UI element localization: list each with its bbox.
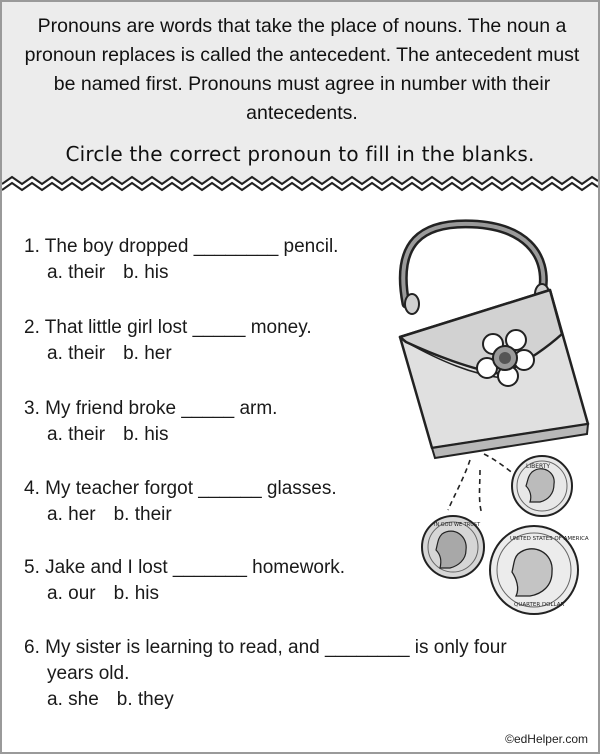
option-a[interactable]: a. she bbox=[47, 689, 99, 710]
penny-icon bbox=[422, 516, 484, 578]
question-4-text: 4. My teacher forgot ______ glasses. bbox=[24, 478, 337, 499]
option-b[interactable]: b. his bbox=[123, 424, 169, 445]
option-b[interactable]: b. their bbox=[113, 504, 172, 525]
intro-text: Pronouns are words that take the place of nouns. The noun a pronoun replaces is called the antecedent. The antecedent must be named first. Pronouns must agree in number with their antecedents. bbox=[24, 15, 580, 124]
option-a[interactable]: a. our bbox=[47, 583, 96, 604]
question-6-text: 6. My sister is learning to read, and ________ is only four bbox=[24, 637, 507, 658]
credit-text[interactable]: ©edHelper.com bbox=[505, 732, 588, 746]
option-a[interactable]: a. their bbox=[47, 424, 106, 445]
quarter-icon bbox=[490, 526, 589, 614]
penny-text: IN GOD WE TRUST bbox=[434, 522, 481, 528]
motion-lines bbox=[448, 454, 514, 514]
question-2-text: 2. That little girl lost _____ money. bbox=[24, 317, 312, 338]
quarter-text-top: UNITED STATES OF AMERICA bbox=[510, 536, 589, 542]
option-a[interactable]: a. their bbox=[47, 262, 106, 283]
question-1-text: 1. The boy dropped ________ pencil. bbox=[24, 236, 339, 257]
option-a[interactable]: a. her bbox=[47, 504, 96, 525]
option-b[interactable]: b. her bbox=[123, 343, 172, 364]
option-b[interactable]: b. his bbox=[123, 262, 169, 283]
option-b[interactable]: b. his bbox=[113, 583, 160, 604]
question-5-text: 5. Jake and I lost _______ homework. bbox=[24, 557, 346, 578]
option-a[interactable]: a. their bbox=[47, 343, 106, 364]
nickel-icon bbox=[512, 456, 572, 516]
illustration bbox=[2, 2, 598, 752]
instruction-text: Circle the correct pronoun to fill in the blanks. bbox=[65, 142, 535, 166]
quarter-text-bottom: QUARTER DOLLAR bbox=[514, 602, 565, 608]
question-3-text: 3. My friend broke _____ arm. bbox=[24, 398, 278, 419]
option-b[interactable]: b. they bbox=[116, 689, 174, 710]
question-6-text-continued: years old. bbox=[47, 663, 130, 684]
nickel-text: LIBERTY bbox=[526, 463, 551, 470]
